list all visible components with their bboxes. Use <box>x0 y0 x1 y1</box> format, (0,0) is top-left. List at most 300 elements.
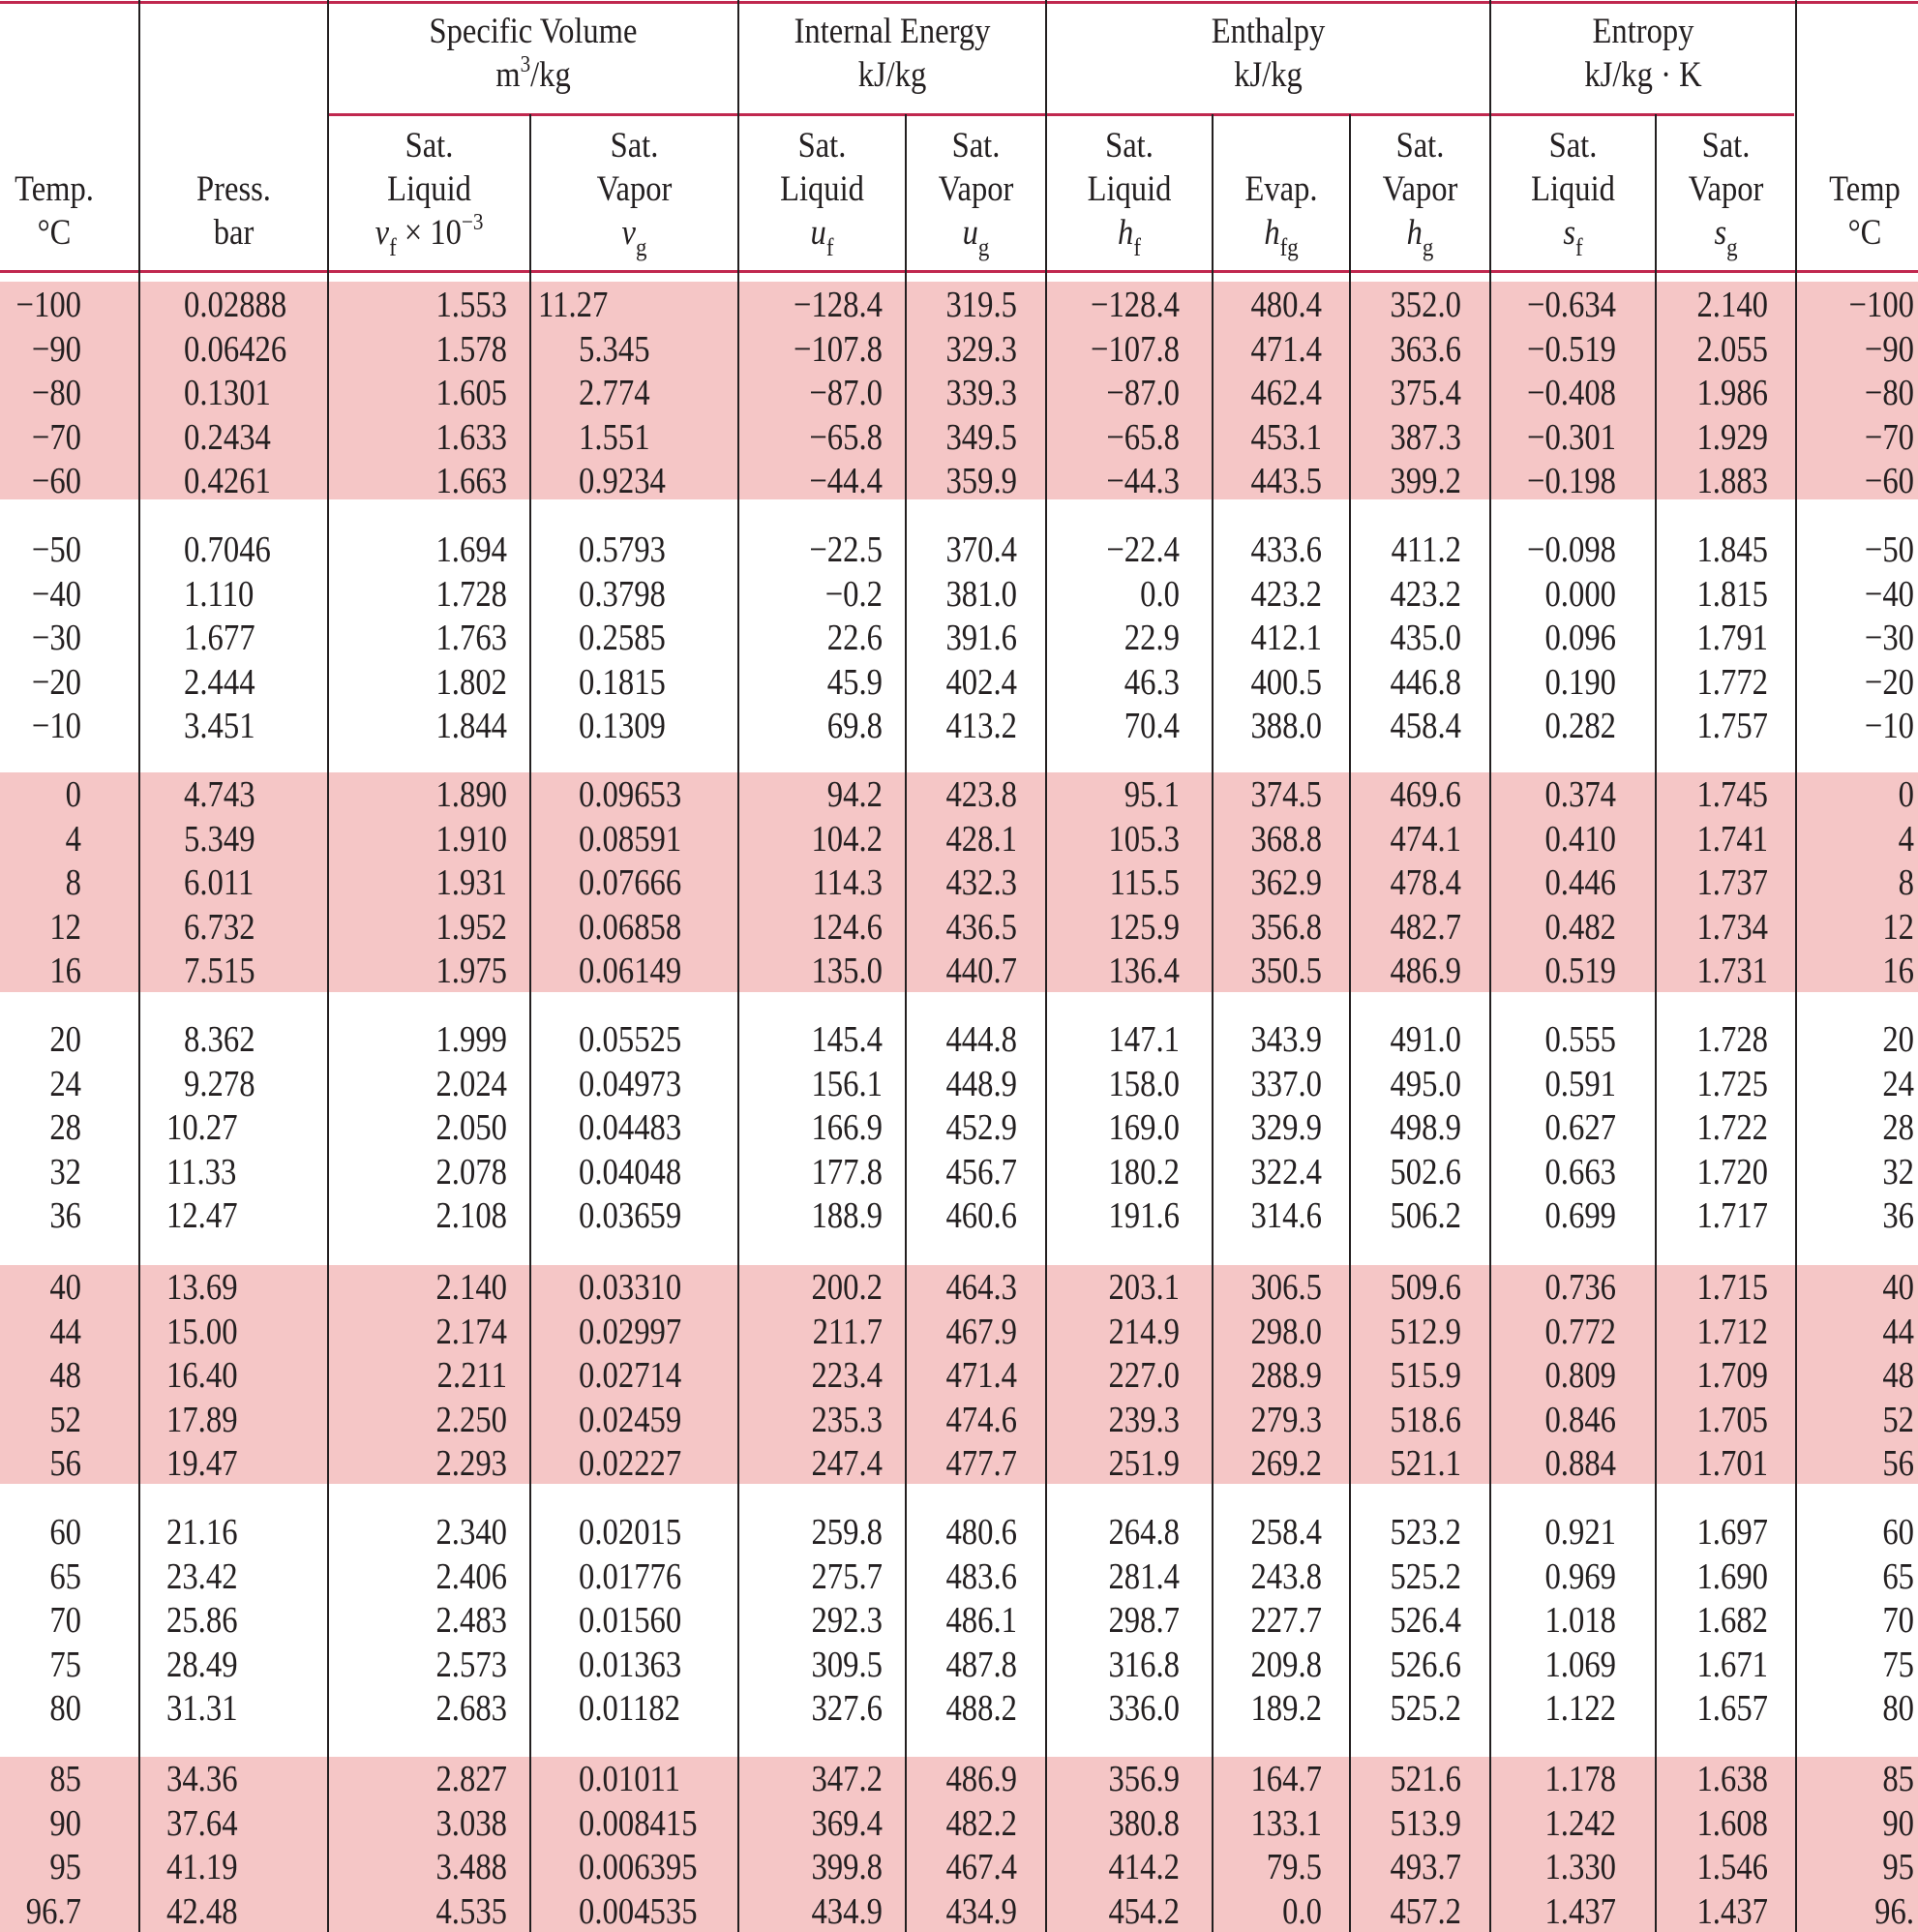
table-cell: 4.535 <box>435 1890 507 1932</box>
group-unit: kJ/kg <box>857 55 927 95</box>
table-cell: 114.3 <box>812 862 883 904</box>
table-row <box>0 1150 1918 1194</box>
table-cell: 288.9 <box>1250 1355 1322 1397</box>
table-cell: −44.3 <box>1106 461 1180 502</box>
table-cell: 0.374 <box>1544 774 1616 815</box>
table-cell: 478.4 <box>1390 862 1461 904</box>
table-cell: 16 <box>49 951 81 992</box>
table-cell: −22.4 <box>1106 529 1180 570</box>
table-cell: 336.0 <box>1108 1688 1180 1730</box>
table-cell: 9.278 <box>184 1063 255 1104</box>
header-label: Temp. <box>15 169 94 209</box>
table-cell: 12.47 <box>166 1195 238 1237</box>
table-cell: 177.8 <box>811 1151 883 1192</box>
table-cell: 85 <box>1882 1759 1914 1799</box>
table-cell: 8 <box>1898 862 1914 904</box>
table-row <box>0 704 1918 748</box>
table-cell: 2.078 <box>435 1151 507 1192</box>
table-cell: 362.9 <box>1250 862 1322 904</box>
table-cell: −10 <box>1864 706 1914 747</box>
table-cell: 414.2 <box>1108 1847 1180 1888</box>
table-cell: 65 <box>49 1555 81 1597</box>
table-cell: 1.546 <box>1696 1847 1768 1888</box>
table-cell: 0.02997 <box>579 1311 682 1352</box>
table-cell: 399.2 <box>1390 461 1461 502</box>
subheader-hf: Sat. Liquid $h_f$ <box>1087 126 1172 262</box>
group-unit: $m^3/kg$ <box>495 51 571 95</box>
table-cell: 20 <box>49 1019 81 1060</box>
table-cell: 428.1 <box>945 818 1017 860</box>
table-cell: 1.757 <box>1696 706 1768 747</box>
table-cell: 281.4 <box>1108 1555 1180 1597</box>
table-cell: 247.4 <box>811 1443 883 1485</box>
table-cell: 495.0 <box>1390 1063 1461 1104</box>
table-cell: 52 <box>1882 1399 1914 1440</box>
table-cell: 356.8 <box>1250 906 1322 948</box>
group-header-internal-energy <box>758 10 1027 97</box>
header-unit: °C <box>1847 213 1882 253</box>
table-cell: −90 <box>31 328 81 370</box>
table-cell: −70 <box>1864 416 1914 458</box>
table-cell: 94.2 <box>826 774 883 815</box>
table-cell: 227.0 <box>1108 1355 1180 1397</box>
table-cell: 2.683 <box>435 1688 507 1730</box>
table-row <box>0 572 1918 617</box>
table-cell: −100 <box>1848 285 1914 325</box>
table-cell: 60 <box>49 1512 81 1553</box>
table-cell: 22.6 <box>826 618 883 659</box>
table-cell: 1.717 <box>1696 1195 1768 1237</box>
table-cell: 412.1 <box>1250 618 1322 659</box>
table-cell: 125.9 <box>1108 906 1180 948</box>
table-row <box>0 1510 1918 1555</box>
table-cell: 2.444 <box>184 661 255 703</box>
table-cell: 0.846 <box>1544 1399 1616 1440</box>
table-cell: 513.9 <box>1390 1802 1461 1844</box>
table-cell: 329.3 <box>945 328 1017 370</box>
table-row <box>0 1062 1918 1106</box>
table-row <box>0 528 1918 572</box>
table-cell: 462.4 <box>1250 373 1322 414</box>
table-cell: 457.2 <box>1390 1890 1461 1932</box>
table-cell: 2.406 <box>435 1555 507 1597</box>
table-cell: 483.6 <box>945 1555 1017 1597</box>
table-cell: 509.6 <box>1390 1267 1461 1308</box>
table-cell: 2.250 <box>435 1399 507 1440</box>
table-cell: 1.682 <box>1696 1600 1768 1642</box>
table-row <box>0 1889 1918 1932</box>
table-cell: 2.573 <box>435 1644 507 1685</box>
table-cell: 1.722 <box>1696 1107 1768 1149</box>
table-cell: 0.2585 <box>579 618 666 659</box>
table-cell: 2.140 <box>435 1267 507 1308</box>
group-header-entropy <box>1510 10 1777 97</box>
table-cell: 1.122 <box>1544 1688 1616 1730</box>
table-cell: 1.705 <box>1696 1399 1768 1440</box>
table-cell: 0.5793 <box>579 529 666 570</box>
table-cell: 474.1 <box>1390 818 1461 860</box>
table-row <box>0 817 1918 861</box>
table-row <box>0 1105 1918 1150</box>
table-cell: 1.734 <box>1696 906 1768 948</box>
table-cell: 314.6 <box>1250 1195 1322 1237</box>
table-cell: 352.0 <box>1390 285 1461 325</box>
table-cell: −20 <box>31 661 81 703</box>
table-cell: 488.2 <box>945 1688 1017 1730</box>
table-cell: 433.6 <box>1250 529 1322 570</box>
subheader-sg: Sat. Vapor $s_g$ <box>1688 126 1764 262</box>
table-cell: 269.2 <box>1250 1443 1322 1485</box>
table-cell: 482.7 <box>1390 906 1461 948</box>
table-cell: 1.728 <box>435 573 507 615</box>
table-cell: 17.89 <box>166 1399 238 1440</box>
table-cell: 374.5 <box>1250 774 1322 815</box>
table-cell: 0.3798 <box>579 573 666 615</box>
table-cell: 16 <box>1882 951 1914 992</box>
group-title: Specific Volume <box>429 12 638 51</box>
table-cell: 0.4261 <box>184 461 271 502</box>
table-cell: −50 <box>1864 529 1914 570</box>
table-cell: 0 <box>65 774 81 815</box>
table-cell: 339.3 <box>945 373 1017 414</box>
table-cell: 1.910 <box>435 818 507 860</box>
table-cell: 1.242 <box>1544 1802 1616 1844</box>
table-cell: 1.663 <box>435 461 507 502</box>
table-cell: 327.6 <box>811 1688 883 1730</box>
table-cell: 1.741 <box>1696 818 1768 860</box>
table-cell: 471.4 <box>1250 328 1322 370</box>
table-cell: 298.0 <box>1250 1311 1322 1352</box>
table-cell: 1.069 <box>1544 1644 1616 1685</box>
table-cell: 2.055 <box>1696 328 1768 370</box>
table-cell: 227.7 <box>1250 1600 1322 1642</box>
table-cell: 350.5 <box>1250 951 1322 992</box>
table-cell: 180.2 <box>1108 1151 1180 1192</box>
table-cell: 158.0 <box>1108 1063 1180 1104</box>
table-cell: −107.8 <box>1091 328 1180 370</box>
table-cell: 22.9 <box>1124 618 1180 659</box>
table-cell: 1.690 <box>1696 1555 1768 1597</box>
table-cell: 12 <box>49 906 81 948</box>
table-cell: 423.2 <box>1390 573 1461 615</box>
table-cell: 0.772 <box>1544 1311 1616 1352</box>
table-row <box>0 459 1918 503</box>
table-cell: 0.2434 <box>184 416 271 458</box>
table-cell: 1.709 <box>1696 1355 1768 1397</box>
table-cell: 11.33 <box>166 1151 237 1192</box>
table-row <box>0 949 1918 993</box>
table-cell: 1.791 <box>1696 618 1768 659</box>
table-cell: 28 <box>49 1107 81 1149</box>
table-cell: 0.699 <box>1544 1195 1616 1237</box>
table-cell: −128.4 <box>1091 285 1180 325</box>
table-cell: 1.110 <box>184 573 255 615</box>
table-cell: 0.282 <box>1544 706 1616 747</box>
table-cell: 1.178 <box>1544 1759 1616 1799</box>
table-cell: 1.677 <box>184 618 255 659</box>
table-cell: 0.591 <box>1544 1063 1616 1104</box>
table-row <box>0 1757 1918 1801</box>
table-cell: 482.2 <box>945 1802 1017 1844</box>
table-cell: 368.8 <box>1250 818 1322 860</box>
table-cell: 166.9 <box>811 1107 883 1149</box>
table-cell: 1.890 <box>435 774 507 815</box>
table-cell: 487.8 <box>945 1644 1017 1685</box>
group-rule <box>329 113 1794 116</box>
table-row <box>0 1801 1918 1846</box>
table-cell: 0 <box>1898 774 1914 815</box>
table-cell: 24 <box>1882 1063 1914 1104</box>
table-cell: 316.8 <box>1108 1644 1180 1685</box>
table-row <box>0 1643 1918 1687</box>
table-cell: 36 <box>1882 1195 1914 1237</box>
table-row <box>0 616 1918 660</box>
table-cell: 96.7 <box>25 1890 81 1932</box>
table-cell: 80 <box>49 1688 81 1730</box>
table-cell: 1.553 <box>435 285 507 325</box>
table-cell: 164.7 <box>1250 1759 1322 1799</box>
table-cell: −65.8 <box>1106 416 1180 458</box>
table-cell: −0.519 <box>1527 328 1616 370</box>
table-cell: 1.657 <box>1696 1688 1768 1730</box>
table-cell: 1.844 <box>435 706 507 747</box>
table-row <box>0 660 1918 705</box>
table-cell: 1.737 <box>1696 862 1768 904</box>
table-cell: 0.02015 <box>579 1512 682 1553</box>
table-cell: 1.715 <box>1696 1267 1768 1308</box>
table-cell: 0.04048 <box>579 1151 682 1192</box>
table-cell: 380.8 <box>1108 1802 1180 1844</box>
table-cell: 70.4 <box>1124 706 1180 747</box>
table-cell: 381.0 <box>945 573 1017 615</box>
table-cell: 48 <box>49 1355 81 1397</box>
table-cell: 95 <box>49 1847 81 1888</box>
table-cell: 56 <box>1882 1443 1914 1485</box>
table-cell: 0.01560 <box>579 1600 682 1642</box>
table-cell: 1.728 <box>1696 1019 1768 1060</box>
table-cell: 356.9 <box>1108 1759 1180 1799</box>
table-cell: −30 <box>31 618 81 659</box>
table-row <box>0 905 1918 950</box>
table-cell: 474.6 <box>945 1399 1017 1440</box>
table-cell: 36 <box>49 1195 81 1237</box>
table-cell: 0.519 <box>1544 951 1616 992</box>
table-cell: 349.5 <box>945 416 1017 458</box>
table-cell: 0.01776 <box>579 1555 682 1597</box>
table-cell: 34.36 <box>166 1759 238 1799</box>
table-cell: 370.4 <box>945 529 1017 570</box>
table-cell: 432.3 <box>945 862 1017 904</box>
table-cell: 115.5 <box>1109 862 1180 904</box>
table-cell: 292.3 <box>811 1600 883 1642</box>
table-cell: 387.3 <box>1390 416 1461 458</box>
table-cell: 306.5 <box>1250 1267 1322 1308</box>
subheader-sf: Sat. Liquid $s_f$ <box>1531 126 1615 262</box>
table-cell: −22.5 <box>809 529 883 570</box>
table-cell: 60 <box>1882 1512 1914 1553</box>
table-cell: 15.00 <box>166 1311 238 1352</box>
table-cell: 1.929 <box>1696 416 1768 458</box>
table-cell: 8.362 <box>184 1019 255 1060</box>
table-cell: 0.0 <box>1140 573 1180 615</box>
group-unit: kJ/kg · K <box>1584 55 1702 95</box>
table-cell: 453.1 <box>1250 416 1322 458</box>
table-cell: 96. <box>1874 1890 1914 1932</box>
table-cell: 95.1 <box>1124 774 1180 815</box>
table-cell: 0.446 <box>1544 862 1616 904</box>
table-cell: 1.931 <box>435 862 507 904</box>
table-cell: 0.04483 <box>579 1107 682 1149</box>
table-cell: 0.9234 <box>579 461 666 502</box>
table-cell: 0.482 <box>1544 906 1616 948</box>
table-cell: 1.815 <box>1696 573 1768 615</box>
table-cell: 136.4 <box>1108 951 1180 992</box>
table-cell: 70 <box>49 1600 81 1642</box>
table-cell: 1.330 <box>1544 1847 1616 1888</box>
table-cell: 434.9 <box>945 1890 1017 1932</box>
table-cell: 0.969 <box>1544 1555 1616 1597</box>
table-cell: 46.3 <box>1124 661 1180 703</box>
table-cell: 169.0 <box>1108 1107 1180 1149</box>
table-cell: 477.7 <box>945 1443 1017 1485</box>
table-cell: 2.050 <box>435 1107 507 1149</box>
table-cell: 486.9 <box>1390 951 1461 992</box>
table-cell: 0.1309 <box>579 706 666 747</box>
table-cell: 188.9 <box>811 1195 883 1237</box>
table-cell: 0.006395 <box>579 1847 698 1888</box>
table-cell: 1.712 <box>1696 1311 1768 1352</box>
table-cell: 400.5 <box>1250 661 1322 703</box>
table-cell: 467.9 <box>945 1311 1017 1352</box>
table-cell: 452.9 <box>945 1107 1017 1149</box>
table-cell: 279.3 <box>1250 1399 1322 1440</box>
table-cell: 343.9 <box>1250 1019 1322 1060</box>
table-cell: 402.4 <box>945 661 1017 703</box>
table-cell: 147.1 <box>1108 1019 1180 1060</box>
table-cell: 1.772 <box>1696 661 1768 703</box>
table-cell: 411.2 <box>1391 529 1461 570</box>
table-cell: 0.1301 <box>184 373 271 414</box>
table-cell: 0.000 <box>1544 573 1616 615</box>
table-row <box>0 772 1918 817</box>
table-cell: 105.3 <box>1108 818 1180 860</box>
table-cell: 0.08591 <box>579 818 682 860</box>
table-row <box>0 1193 1918 1238</box>
table-cell: 1.745 <box>1696 774 1768 815</box>
table-cell: 1.725 <box>1696 1063 1768 1104</box>
table-cell: 1.845 <box>1696 529 1768 570</box>
table-cell: 95 <box>1882 1847 1914 1888</box>
table-row <box>0 327 1918 372</box>
table-row <box>0 283 1918 327</box>
table-cell: 3.451 <box>184 706 255 747</box>
table-cell: 467.4 <box>945 1847 1017 1888</box>
table-cell: 13.69 <box>166 1267 238 1308</box>
table-cell: 0.1815 <box>579 661 666 703</box>
header-label: Temp <box>1829 169 1901 209</box>
table-cell: 6.011 <box>184 862 255 904</box>
table-cell: 4 <box>1898 818 1914 860</box>
table-cell: 19.47 <box>166 1443 238 1485</box>
table-cell: 1.551 <box>579 416 650 458</box>
table-cell: 25.86 <box>166 1600 238 1642</box>
table-cell: 446.8 <box>1390 661 1461 703</box>
table-cell: 70 <box>1882 1600 1914 1642</box>
table-cell: −0.301 <box>1527 416 1616 458</box>
table-cell: 423.8 <box>945 774 1017 815</box>
table-cell: 6.732 <box>184 906 255 948</box>
table-cell: 2.483 <box>435 1600 507 1642</box>
table-cell: −107.8 <box>794 328 883 370</box>
table-cell: 45.9 <box>826 661 883 703</box>
subheader-ug: Sat. Vapor $u_g$ <box>938 126 1014 262</box>
table-cell: 28 <box>1882 1107 1914 1149</box>
table-cell: 1.883 <box>1696 461 1768 502</box>
table-cell: 1.578 <box>435 328 507 370</box>
table-cell: 498.9 <box>1390 1107 1461 1149</box>
table-cell: 0.008415 <box>579 1802 698 1844</box>
table-cell: 363.6 <box>1390 328 1461 370</box>
table-cell: −50 <box>31 529 81 570</box>
table-cell: 2.211 <box>436 1355 507 1397</box>
subheader-vf: Sat. Liquid $v_f \times 10^{-3}$ <box>375 126 484 262</box>
table-row <box>0 860 1918 905</box>
table-cell: 525.2 <box>1390 1688 1461 1730</box>
table-cell: 436.5 <box>945 906 1017 948</box>
table-cell: 0.921 <box>1544 1512 1616 1553</box>
table-cell: 0.06426 <box>184 328 287 370</box>
table-cell: 44 <box>1882 1311 1914 1352</box>
table-cell: 359.9 <box>945 461 1017 502</box>
table-cell: 0.627 <box>1544 1107 1616 1149</box>
table-cell: 506.2 <box>1390 1195 1461 1237</box>
header-pressure <box>152 167 316 255</box>
table-cell: 480.4 <box>1250 285 1322 325</box>
table-cell: 0.01011 <box>579 1759 681 1799</box>
table-cell: 0.03310 <box>579 1267 682 1308</box>
table-cell: −10 <box>31 706 81 747</box>
table-cell: 521.6 <box>1390 1759 1461 1799</box>
table-cell: 28.49 <box>166 1644 238 1685</box>
table-cell: 0.190 <box>1544 661 1616 703</box>
table-cell: 0.663 <box>1544 1151 1616 1192</box>
table-cell: 4.743 <box>184 774 255 815</box>
table-cell: 133.1 <box>1250 1802 1322 1844</box>
table-cell: 223.4 <box>811 1355 883 1397</box>
subheader-hg: Sat. Vapor $h_g$ <box>1382 126 1458 262</box>
table-cell: 90 <box>49 1802 81 1844</box>
table-cell: 31.31 <box>166 1688 238 1730</box>
table-cell: 448.9 <box>945 1063 1017 1104</box>
table-cell: 1.975 <box>435 951 507 992</box>
table-cell: 1.731 <box>1696 951 1768 992</box>
table-cell: −100 <box>15 285 81 325</box>
table-cell: 24 <box>49 1063 81 1104</box>
table-cell: 0.06858 <box>579 906 682 948</box>
table-cell: −87.0 <box>809 373 883 414</box>
table-cell: 1.720 <box>1696 1151 1768 1192</box>
table-cell: 2.340 <box>435 1512 507 1553</box>
table-cell: 319.5 <box>945 285 1017 325</box>
table-cell: 235.3 <box>811 1399 883 1440</box>
table-cell: 526.4 <box>1390 1600 1461 1642</box>
table-cell: 214.9 <box>1108 1311 1180 1352</box>
table-cell: 124.6 <box>811 906 883 948</box>
table-cell: 2.827 <box>435 1759 507 1799</box>
table-cell: 471.4 <box>945 1355 1017 1397</box>
table-cell: 523.2 <box>1390 1512 1461 1553</box>
table-cell: 469.6 <box>1390 774 1461 815</box>
